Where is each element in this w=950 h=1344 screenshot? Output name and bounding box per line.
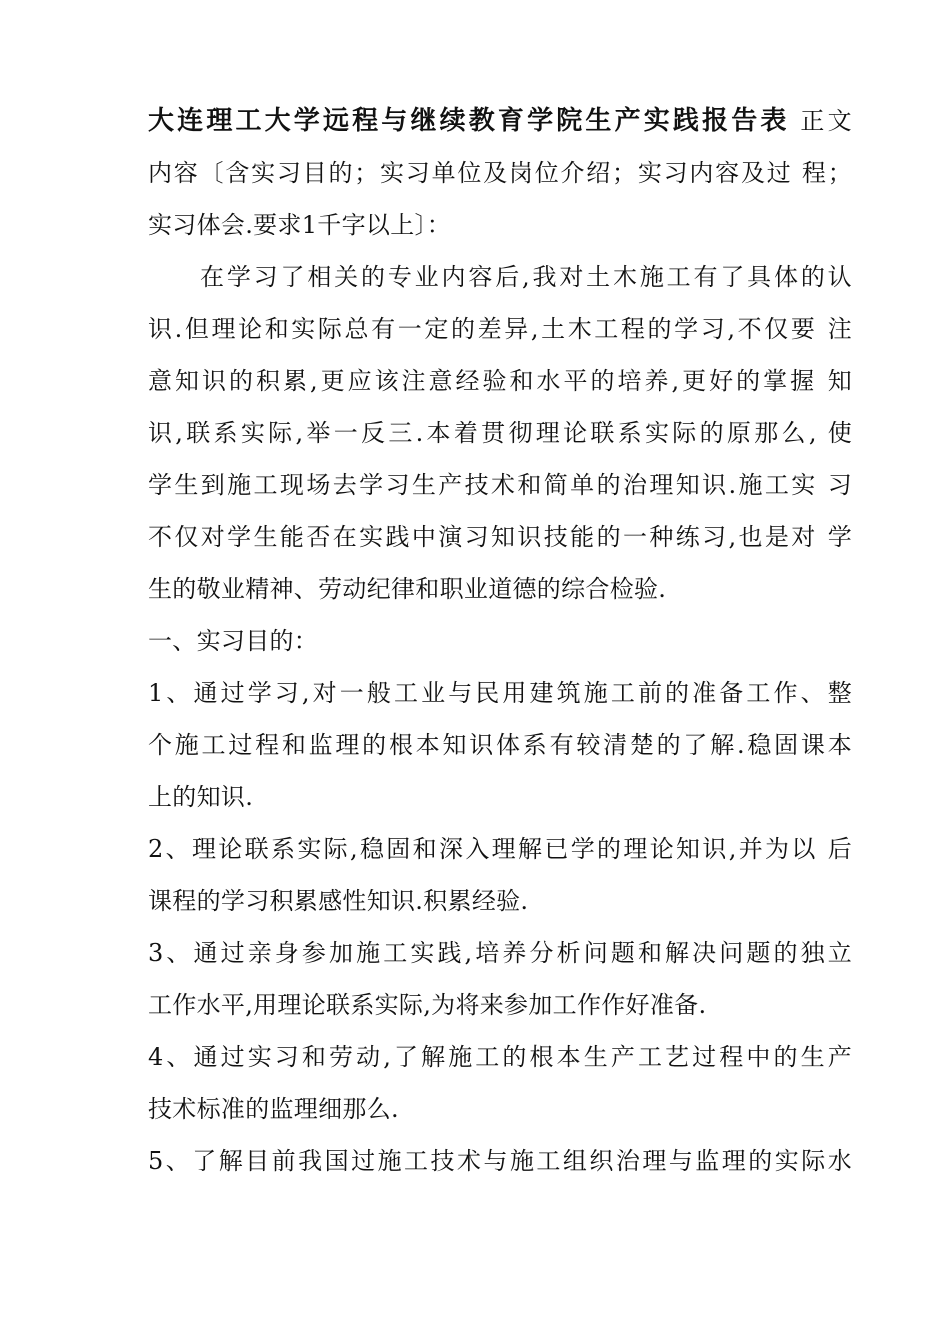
list-item-line: 4、通过实习和劳动,了解施工的根本生产工艺过程中的生产 [148,1043,852,1071]
paragraph-line: 识,联系实际,举一反三.本着贯彻理论联系实际的原那么, 使 [148,419,852,447]
list-item-line: 个施工过程和监理的根本知识体系有较清楚的了解.稳固课本 [148,731,852,759]
section-heading: 一、实习目的： [148,627,319,655]
list-item-line: 课程的学习积累感性知识.积累经验. [148,887,529,915]
list-item-line: 工作水平,用理论联系实际,为将来参加工作作好准备. [148,991,707,1019]
list-item-line: 2、理论联系实际,稳固和深入理解已学的理论知识,并为以 后 [148,835,852,863]
paragraph-line: 意知识的积累,更应该注意经验和水平的培养,更好的掌握 知 [148,367,852,395]
list-item-line: 上的知识. [148,783,254,811]
intro-line: 内容〔含实习目的；实习单位及岗位介绍；实习内容及过 程； [148,159,852,187]
intro-line: 实习体会.要求1千字以上〕： [148,211,452,239]
paragraph-line: 识.但理论和实际总有一定的差异,土木工程的学习,不仅要 注 [148,315,852,343]
list-item-line: 5、了解目前我国过施工技术与施工组织治理与监理的实际水 [148,1147,852,1175]
list-item-line: 1、通过学习,对一般工业与民用建筑施工前的准备工作、整 [148,679,852,707]
document-page [148,95,852,1187]
paragraph-line: 学生到施工现场去学习生产技术和简单的治理知识.施工实 习 [148,471,852,499]
intro-suffix: 正文 [800,107,852,135]
paragraph-line: 在学习了相关的专业内容后,我对土木施工有了具体的认 [200,263,852,291]
list-item-line: 3、通过亲身参加施工实践,培养分析问题和解决问题的独立 [148,939,852,967]
paragraph-line: 生的敬业精神、劳动纪律和职业道德的综合检验. [148,575,667,603]
title-line [148,95,852,147]
list-item-line: 技术标准的监理细那么. [148,1095,399,1123]
paragraph-line: 不仅对学生能否在实践中演习知识技能的一种练习,也是对 学 [148,523,852,551]
document-title: 大连理工大学远程与继续教育学院生产实践报告表 [148,106,790,136]
